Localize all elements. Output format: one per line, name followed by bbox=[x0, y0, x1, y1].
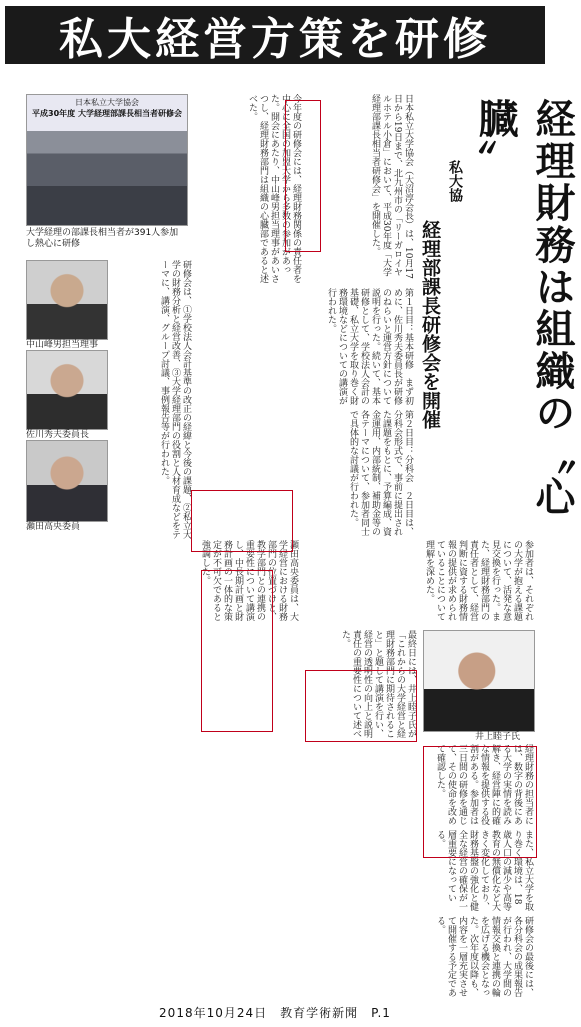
article-col-2: 今年度の研修会には、経理財務関係の責任者を中心に全国の加盟大学から多数の参加があった。開会にあたり、中山峰男担当理事があいさつし、経理財務部門は組織の心臓部であると述べた。 bbox=[247, 94, 301, 283]
subheadline: 経理部課長研修会を開催 bbox=[419, 220, 441, 429]
article-col-8: 最終日には、井上睦子氏が「これからの大学経営と経理財務部門に期待されること」と題して講演を行い、経営の透明性の向上と説明責任の重要性について述べた。 bbox=[340, 630, 416, 738]
portrait-segawa bbox=[26, 440, 108, 522]
article-col-1: 日本私立大学協会（大沼淳会長）は、10月17日から19日まで、北九州市の「リーガロイヤルホテル小倉」において、平成30年度「大学経理部課長相当者研修会」を開催した。 bbox=[370, 94, 413, 279]
caption-sagawa: 佐川秀夫委員長 bbox=[26, 430, 90, 440]
main-photo-caption: 大学経理の部課長相当者が391人参加し熱心に研修 bbox=[26, 228, 179, 249]
portrait-sagawa bbox=[26, 350, 108, 430]
article-col-9: 経理財務の担当者には、数字の背後にある大学の実情を読み解き、経営陣に的確な情報を提供する役割がある。参加者は三日間の研修を通じて、その使命を改めて確認した。 bbox=[435, 744, 533, 825]
caption-nakayama: 中山峰男担当理事 bbox=[26, 340, 99, 350]
article-col-7: 瀬田高央委員は、大学経営における財務部門の位置づけと、教学部門との連携の重要性について講演し、中長期計画と財務計画の一体的な策定が不可欠であると強調した。 bbox=[200, 540, 298, 621]
portrait-inoue bbox=[423, 630, 535, 732]
article-col-6: 第２日目：分科会 ２日目は、分科会形式で、事前に提出された課題をもとに、予算編成、資金運用、内部統制、補助金等の各テーマについて、参加者同士で具体的な討議が行われた。 bbox=[348, 410, 413, 536]
footer-dateline: 2018年10月24日 教育学術新聞 P.1 bbox=[159, 1006, 391, 1020]
banner-title: 私大経営方策を研修 bbox=[5, 6, 545, 64]
portrait-nakayama bbox=[26, 260, 108, 340]
highlight-box-1 bbox=[285, 100, 321, 252]
article-col-5: 参加者は、それぞれの大学が抱える課題について、活発な意見交換を行った。また、経理財務部門の責任者として、経営判断に資する財務情報の提供が求められていることについて理解を深めた。 bbox=[424, 540, 533, 621]
article-col-3: 研修会は、①学校法人会計基準の改正の経緯と今後の課題、②私立大学の財務分析と経営改善、③大学経理部門の役割と人材育成などをテーマに、講演、グループ討議、事例報告等が行われた。 bbox=[159, 260, 191, 539]
caption-segawa: 瀬田高央委員 bbox=[26, 522, 81, 532]
article-col-11: 研修会の最後には、各分科会の成果報告が行われ、大学間の情報交換と連携の輪を広げる機会となった。次年度以降も、内容を一層充実させて開催する予定である。 bbox=[435, 916, 533, 997]
sign-line1: 日本私立大学協会 bbox=[75, 98, 139, 107]
article-col-4: 第１日目：基本研修 まず初めに、佐川秀夫委員長が研修のねらいと運営方針について説明を行った。続いて、基本研修として、学校法人会計の基礎、私立大学を取り巻く財務環境などについての講演が行われた。 bbox=[326, 288, 413, 405]
highlight-box-4 bbox=[201, 570, 273, 732]
highlight-box-2 bbox=[191, 490, 293, 552]
photo-sign bbox=[27, 95, 187, 131]
org-label: 私大協 bbox=[447, 160, 463, 202]
highlight-box-5 bbox=[423, 746, 537, 858]
main-photo bbox=[26, 94, 188, 226]
sign-line2: 平成30年度 大学経理部課長相当者研修会 bbox=[32, 109, 182, 118]
caption-inoue: 井上睦子氏 bbox=[475, 732, 521, 742]
newspaper-page bbox=[5, 70, 576, 1005]
article-col-10: また、私立大学を取り巻く環境は、18歳人口の減少や高等教育の無償化など大きく変化しており、財務基盤の強化と健全な経営の確保が一層重要になっている。 bbox=[435, 830, 533, 911]
headline: 経理財務は組織の〝心臓〟 bbox=[472, 98, 576, 518]
highlight-box-3 bbox=[305, 670, 417, 742]
